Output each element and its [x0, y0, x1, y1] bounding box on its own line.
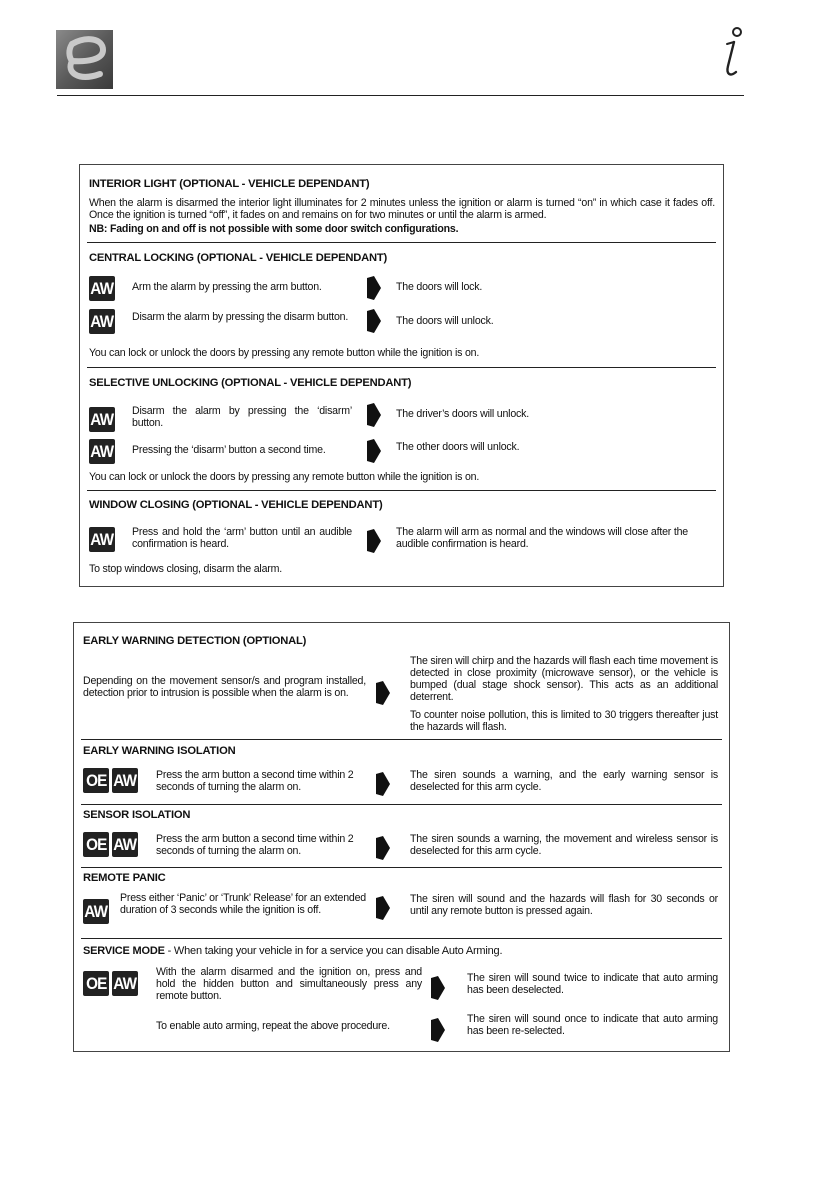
service-mode-result-1: The siren will sound twice to indicate that auto arming has been deselected. — [467, 972, 718, 996]
page-header — [0, 0, 840, 100]
arrow-right-icon — [367, 309, 381, 333]
window-closing-footer: To stop windows closing, disarm the alarm. — [89, 563, 282, 575]
arrow-right-icon — [367, 529, 381, 553]
arrow-right-icon — [367, 439, 381, 463]
section-divider — [81, 804, 722, 805]
service-mode-heading — [83, 945, 723, 957]
early-warning-detection-action: Depending on the movement sensor/s and program installed, detection prior to intrusion is possible when the alarm is on. — [83, 675, 366, 699]
e-logo-icon — [56, 30, 113, 89]
section-divider — [81, 867, 722, 868]
remote-panic-result: The siren will sound and the hazards will flash for 30 seconds or until any remote button is pressed again. — [410, 893, 718, 917]
interior-light-body: When the alarm is disarmed the interior light illuminates for 2 minutes unless the ignition or alarm is turned “on” in which case it fades off. Once the ignition is turned “off”, it fades on and remains on for two minutes or until the alarm is armed. — [89, 197, 715, 221]
arrow-right-icon — [367, 403, 381, 427]
aw-badge: AW — [89, 407, 115, 432]
aw-badge: AW — [89, 439, 115, 464]
early-warning-isolation-result: The siren sounds a warning, and the early warning sensor is deselected for this arm cycle. — [410, 769, 718, 793]
oe-badge: OE — [83, 971, 109, 996]
early-warning-detection-title: EARLY WARNING DETECTION (OPTIONAL) — [83, 635, 307, 647]
early-warning-isolation-action: Press the arm button a second time within 2 seconds of turning the alarm on. — [156, 769, 354, 793]
section-divider — [87, 242, 716, 243]
header-rule — [57, 95, 744, 96]
selective-unlocking-result-1: The driver’s doors will unlock. — [396, 408, 529, 420]
selective-unlocking-title: SELECTIVE UNLOCKING (OPTIONAL - VEHICLE DEPENDANT) — [89, 377, 412, 389]
central-locking-result-2: The doors will unlock. — [396, 315, 494, 327]
selective-unlocking-footer: You can lock or unlock the doors by pressing any remote button while the ignition is on. — [89, 471, 480, 483]
interior-light-title: INTERIOR LIGHT (OPTIONAL - VEHICLE DEPENDANT) — [89, 178, 370, 190]
window-closing-result: The alarm will arm as normal and the windows will close after the audible confirmation is heard. — [396, 526, 688, 550]
window-closing-title: WINDOW CLOSING (OPTIONAL - VEHICLE DEPENDANT) — [89, 499, 383, 511]
panel-vehicle-features — [79, 164, 724, 587]
selective-unlocking-action-1: Disarm the alarm by pressing the ‘disarm’ button. — [132, 405, 352, 429]
service-mode-title: SERVICE MODE — [83, 945, 165, 957]
selective-unlocking-action-2: Pressing the ‘disarm’ button a second time. — [132, 444, 326, 456]
arrow-right-icon — [367, 276, 381, 300]
service-mode-description: - When taking your vehicle in for a service you can disable Auto Arming. — [164, 945, 503, 957]
central-locking-footer: You can lock or unlock the doors by pressing any remote button while the ignition is on. — [89, 347, 480, 359]
arrow-right-icon — [431, 1018, 445, 1042]
arrow-right-icon — [376, 681, 390, 705]
aw-badge: AW — [89, 527, 115, 552]
aw-badge: AW — [112, 971, 138, 996]
central-locking-result-1: The doors will lock. — [396, 281, 483, 293]
aw-badge: AW — [83, 899, 109, 924]
aw-badge: AW — [89, 309, 115, 334]
service-mode-result-2: The siren will sound once to indicate that auto arming has been re-selected. — [467, 1013, 718, 1037]
remote-panic-action: Press either ‘Panic’ or ‘Trunk’ Release’ for an extended duration of 3 seconds while the ignition is off. — [120, 892, 366, 916]
arrow-right-icon — [376, 772, 390, 796]
sensor-isolation-action: Press the arm button a second time within 2 seconds of turning the alarm on. — [156, 833, 354, 857]
service-mode-action-1: With the alarm disarmed and the ignition on, press and hold the hidden button and simultaneously press any remote button. — [156, 966, 422, 1002]
oe-badge: OE — [83, 832, 109, 857]
interior-light-note: NB: Fading on and off is not possible with some door switch configurations. — [89, 223, 459, 235]
central-locking-title: CENTRAL LOCKING (OPTIONAL - VEHICLE DEPENDANT) — [89, 252, 388, 264]
selective-unlocking-result-2: The other doors will unlock. — [396, 441, 520, 453]
early-warning-detection-result-note: To counter noise pollution, this is limited to 30 triggers thereafter just the hazards will flash. — [410, 709, 718, 733]
arrow-right-icon — [431, 976, 445, 1000]
arrow-right-icon — [376, 896, 390, 920]
service-mode-action-2: To enable auto arming, repeat the above procedure. — [156, 1020, 390, 1032]
info-icon — [718, 24, 748, 80]
panel-sensor-features — [73, 622, 730, 1052]
sensor-isolation-title: SENSOR ISOLATION — [83, 809, 191, 821]
remote-panic-title: REMOTE PANIC — [83, 872, 166, 884]
central-locking-action-1: Arm the alarm by pressing the arm button. — [132, 281, 322, 293]
sensor-isolation-result: The siren sounds a warning, the movement and wireless sensor is deselected for this arm cycle. — [410, 833, 718, 857]
early-warning-isolation-title: EARLY WARNING ISOLATION — [83, 745, 236, 757]
aw-badge: AW — [89, 276, 115, 301]
central-locking-action-2: Disarm the alarm by pressing the disarm button. — [132, 311, 349, 323]
aw-badge: AW — [112, 832, 138, 857]
section-divider — [81, 938, 722, 939]
arrow-right-icon — [376, 836, 390, 860]
section-divider — [81, 739, 722, 740]
section-divider — [87, 490, 716, 491]
window-closing-action: Press and hold the ‘arm’ button until an audible confirmation is heard. — [132, 526, 352, 550]
aw-badge: AW — [112, 768, 138, 793]
early-warning-detection-result: The siren will chirp and the hazards will flash each time movement is detected in close proximity (microwave sensor), or the vehicle is bumped (dual stage shock sensor). This acts as an additional deterrent. — [410, 655, 718, 703]
oe-badge: OE — [83, 768, 109, 793]
section-divider — [87, 367, 716, 368]
